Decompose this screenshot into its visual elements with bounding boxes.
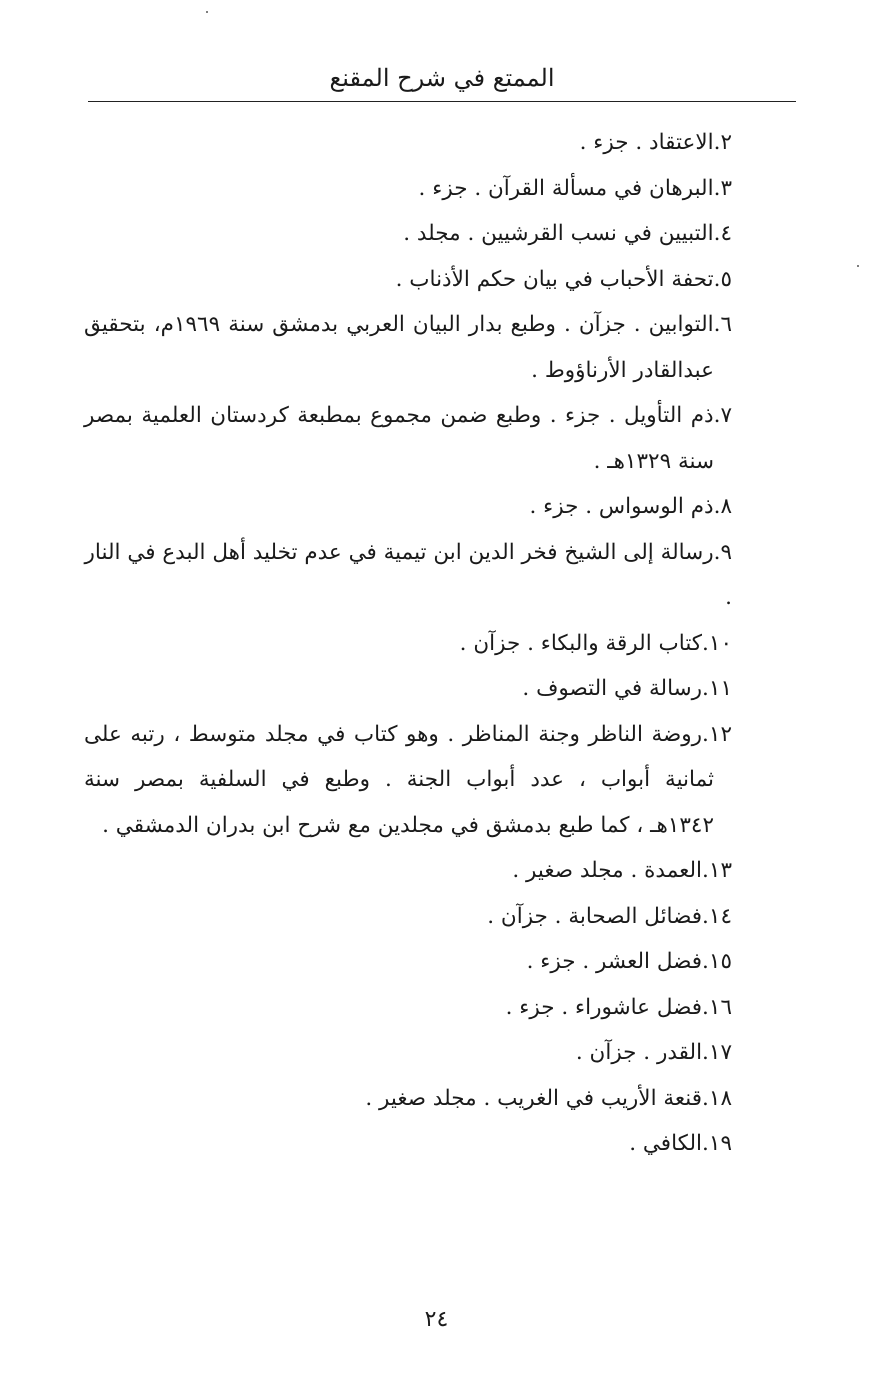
entry-number: ١٠ <box>708 630 732 656</box>
entry-text: فضل عاشوراء . جزء . <box>505 994 703 1020</box>
entry-text: قنعة الأريب في الغريب . مجلد صغير . <box>365 1085 703 1111</box>
entry-first-line: ١٨.قنعة الأريب في الغريب . مجلد صغير . <box>365 1085 732 1111</box>
list-item <box>84 894 732 940</box>
page-number: ٢٤ <box>424 1307 449 1332</box>
list-item <box>84 621 732 667</box>
list-item <box>84 1076 732 1122</box>
entry-text: تحفة الأحباب في بيان حكم الأذناب . <box>395 266 714 292</box>
entry-text: رسالة إلى الشيخ فخر الدين ابن تيمية في عدم تخليد أهل البدع في النار . <box>84 539 732 610</box>
entry-text: التوابين . جزآن . وطبع بدار البيان العربي بدمشق سنة ١٩٦٩م، بتحقيق <box>84 312 714 337</box>
header-rule <box>88 101 796 102</box>
list-item <box>84 666 732 712</box>
entry-number: ٢ <box>720 130 732 155</box>
entry-number: ١١ <box>708 676 732 701</box>
entry-text: ذم التأويل . جزء . وطبع ضمن مجموع بمطبعة كردستان العلمية بمصر <box>84 403 714 428</box>
entry-number: ٤ <box>720 221 732 246</box>
entry-first-line: ١٥.فضل العشر . جزء . <box>526 949 732 974</box>
entry-text: روضة الناظر وجنة المناظر . وهو كتاب في مجلد متوسط ، رتبه على <box>84 721 703 747</box>
list-item <box>84 393 732 484</box>
entry-first-line: ٣.البرهان في مسألة القرآن . جزء . <box>418 175 732 201</box>
entry-first-line: ١٩.الكافي . <box>629 1131 732 1156</box>
entry-first-line: ٤.التبيين في نسب القرشيين . مجلد . <box>403 221 732 246</box>
entry-first-line: ١٠.كتاب الرقة والبكاء . جزآن . <box>459 630 732 656</box>
entry-number: ١٩ <box>708 1131 732 1156</box>
list-item <box>84 530 732 621</box>
entry-text: البرهان في مسألة القرآن . جزء . <box>418 175 714 201</box>
list-item <box>84 1121 732 1167</box>
list-item <box>84 985 732 1031</box>
entry-first-line: ١١.رسالة في التصوف . <box>522 676 732 701</box>
entry-first-line: ٦.التوابين . جزآن . وطبع بدار البيان العربي بدمشق سنة ١٩٦٩م، بتحقيق <box>84 312 733 337</box>
list-item <box>84 120 732 166</box>
list-item <box>84 166 732 212</box>
entry-text: رسالة في التصوف . <box>522 676 703 701</box>
entry-first-line: ٧.ذم التأويل . جزء . وطبع ضمن مجموع بمطبعة كردستان العلمية بمصر <box>84 403 732 428</box>
list-item <box>84 211 732 257</box>
entry-first-line: ١٣.العمدة . مجلد صغير . <box>512 858 732 883</box>
scan-speck <box>857 265 859 267</box>
entry-number: ١٤ <box>708 903 732 929</box>
entry-number: ٧ <box>720 403 732 428</box>
entry-continuation-line: ١٣٤٢هـ ، كما طبع بدمشق في مجلدين مع شرح ابن بدران الدمشقي . <box>102 812 714 838</box>
entry-first-line: ٢.الاعتقاد . جزء . <box>579 130 732 155</box>
entry-first-line: ٥.تحفة الأحباب في بيان حكم الأذناب . <box>395 266 732 292</box>
list-item <box>84 484 732 530</box>
entry-number: ١٢ <box>708 721 732 747</box>
entry-text: فضائل الصحابة . جزآن . <box>487 903 703 929</box>
entry-first-line: ١٧.القدر . جزآن . <box>575 1040 732 1065</box>
entry-first-line: ٩.رسالة إلى الشيخ فخر الدين ابن تيمية في عدم تخليد أهل البدع في النار . <box>84 539 732 610</box>
entry-number: ١٧ <box>708 1040 732 1065</box>
list-item <box>84 302 732 393</box>
entry-continuation-line: ثمانية أبواب ، عدد أبواب الجنة . وطبع في السلفية بمصر سنة <box>84 767 714 792</box>
entry-number: ١٥ <box>708 949 732 974</box>
entry-number: ٣ <box>720 175 732 201</box>
list-item <box>84 257 732 303</box>
list-item <box>84 712 732 849</box>
entry-number: ٦ <box>720 312 733 337</box>
list-item <box>84 939 732 985</box>
entry-number: ١٦ <box>708 994 732 1020</box>
entry-first-line: ١٢.روضة الناظر وجنة المناظر . وهو كتاب في مجلد متوسط ، رتبه على <box>84 721 732 747</box>
entry-text: العمدة . مجلد صغير . <box>512 858 703 883</box>
entry-text: الكافي . <box>629 1131 703 1156</box>
entry-text: القدر . جزآن . <box>575 1040 703 1065</box>
bibliography-list <box>84 120 732 1167</box>
entry-text: ذم الوسواس . جزء . <box>529 494 714 519</box>
entry-number: ١٨ <box>708 1085 732 1111</box>
entry-first-line: ٨.ذم الوسواس . جزء . <box>529 494 732 519</box>
entry-text: كتاب الرقة والبكاء . جزآن . <box>459 630 703 656</box>
entry-first-line: ١٤.فضائل الصحابة . جزآن . <box>487 903 732 929</box>
entry-text: التبيين في نسب القرشيين . مجلد . <box>403 221 714 246</box>
entry-first-line: ١٦.فضل عاشوراء . جزء . <box>505 994 732 1020</box>
entry-number: ١٣ <box>708 858 732 883</box>
entry-number: ٥ <box>720 266 732 292</box>
entry-number: ٩ <box>720 539 732 565</box>
entry-text: الاعتقاد . جزء . <box>579 130 714 155</box>
list-item <box>84 848 732 894</box>
list-item <box>84 1030 732 1076</box>
entry-text: فضل العشر . جزء . <box>526 949 703 974</box>
running-header: الممتع في شرح المقنع <box>329 64 555 92</box>
entry-continuation-line: سنة ١٣٢٩هـ . <box>593 448 714 474</box>
scan-speck <box>206 11 208 13</box>
entry-number: ٨ <box>720 494 732 519</box>
entry-continuation-line: عبدالقادر الأرناؤوط . <box>531 357 714 383</box>
